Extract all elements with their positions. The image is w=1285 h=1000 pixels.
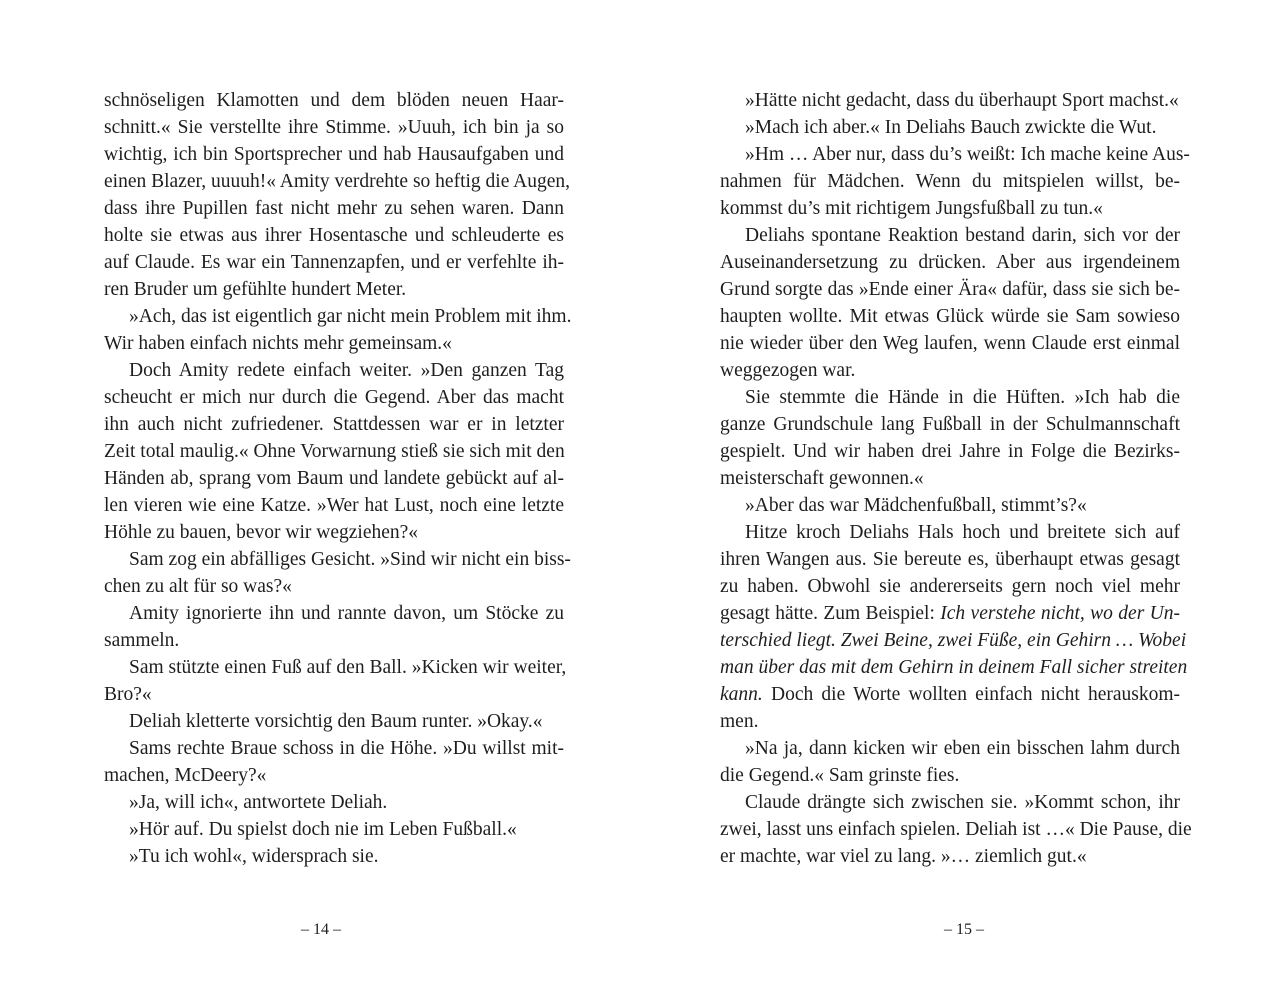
text-segment: Doch die Worte wollten einfach nicht herauskom- — [762, 684, 1180, 705]
text-segment: nie wieder über den Weg laufen, wenn Claude erst einmal — [720, 333, 1180, 354]
text-segment: Hitze kroch Deliahs Hals hoch und breitete sich auf — [745, 522, 1180, 543]
page-number-right: – 15 – — [944, 921, 984, 938]
text-segment: er machte, war viel zu lang. »… ziemlich gut.« — [720, 846, 1087, 867]
text-line: Zeit total maulig.« Ohne Vorwarnung stieß sie sich mit den — [104, 441, 565, 462]
text-line — [720, 411, 1180, 438]
text-line — [720, 330, 1180, 357]
text-line: »Hör auf. Du spielst doch nie im Leben Fußball.« — [129, 819, 517, 840]
italic-text: kann. — [720, 684, 763, 705]
text-line: Doch Amity redete einfach weiter. »Den ganzen Tag — [129, 360, 564, 381]
text-line — [720, 519, 1180, 546]
text-line — [720, 465, 1180, 492]
text-segment: Claude drängte sich zwischen sie. »Kommt schon, ihr — [745, 792, 1180, 813]
text-segment: nahmen für Mädchen. Wenn du mitspielen willst, be- — [720, 171, 1180, 192]
text-line: machen, McDeery?« — [104, 765, 267, 786]
text-line — [720, 654, 1188, 681]
text-segment: meisterschaft gewonnen.« — [720, 468, 924, 489]
text-segment: zwei, lasst uns einfach spielen. Deliah ist …« Die Pause, die — [720, 819, 1192, 840]
text-line — [720, 843, 1180, 870]
text-segment: »Aber das war Mädchenfußball, stimmt’s?« — [745, 495, 1087, 516]
text-segment: »Hm … Aber nur, dass du’s weißt: Ich mache keine Aus- — [745, 144, 1190, 165]
text-line: scheucht er mich nur durch die Gegend. Aber das macht — [104, 387, 564, 408]
text-segment: zu haben. Obwohl sie andererseits gern noch viel mehr — [720, 576, 1180, 597]
text-line — [720, 762, 1180, 789]
italic-text: man über das mit dem Gehirn in deinem Fall sicher streiten — [720, 657, 1188, 678]
page-number-left: – 14 – — [301, 921, 341, 938]
text-segment: haupten wollte. Mit etwas Glück würde sie Sam sowieso — [720, 306, 1180, 327]
right-page-text — [720, 87, 1192, 870]
text-line — [720, 276, 1180, 303]
text-line — [720, 222, 1180, 249]
text-segment: gespielt. Und wir haben drei Jahre in Folge die Bezirks- — [720, 441, 1180, 462]
text-line: Wir haben einfach nichts mehr gemeinsam.« — [104, 333, 452, 354]
text-line — [720, 735, 1180, 762]
text-line: einen Blazer, uuuuh!« Amity verdrehte so heftig die Augen, — [104, 171, 571, 192]
italic-text: terschied liegt. Zwei Beine, zwei Füße, ein Gehirn … Wobei — [720, 630, 1187, 651]
text-line — [720, 195, 1180, 222]
text-line — [720, 141, 1190, 168]
text-line — [720, 384, 1180, 411]
text-line: »Ja, will ich«, antwortete Deliah. — [129, 792, 388, 813]
text-line — [720, 87, 1180, 114]
text-segment: die Gegend.« Sam grinste fies. — [720, 765, 960, 786]
text-segment: gesagt hätte. Zum Beispiel: — [720, 603, 941, 624]
text-line — [720, 600, 1180, 627]
text-segment: ihren Wangen aus. Sie bereute es, überhaupt etwas gesagt — [720, 549, 1180, 570]
text-line — [720, 681, 1180, 708]
text-line: Höhle zu bauen, bevor wir wegziehen?« — [104, 522, 419, 543]
text-line — [720, 708, 1180, 735]
text-line: »Ach, das ist eigentlich gar nicht mein Problem mit ihm. — [129, 306, 572, 327]
text-line: schnitt.« Sie verstellte ihre Stimme. »Uuuh, ich bin ja so — [104, 117, 564, 138]
left-page-text — [104, 87, 572, 870]
text-line: schnöseligen Klamotten und dem blöden neuen Haar- — [104, 90, 564, 111]
text-line — [720, 168, 1180, 195]
text-line: ren Bruder um gefühlte hundert Meter. — [104, 279, 407, 300]
text-line: ihn auch nicht zufriedener. Stattdessen war er in letzter — [104, 414, 564, 435]
text-line: sammeln. — [104, 630, 180, 651]
text-line — [720, 573, 1180, 600]
text-line — [720, 303, 1180, 330]
text-line — [720, 789, 1180, 816]
text-line: holte sie etwas aus ihrer Hosentasche und schleuderte es — [104, 225, 564, 246]
text-segment: Sie stemmte die Hände in die Hüften. »Ich hab die — [745, 387, 1180, 408]
text-segment: men. — [720, 711, 759, 732]
text-line: Amity ignorierte ihn und rannte davon, um Stöcke zu — [129, 603, 564, 624]
text-segment: »Na ja, dann kicken wir eben ein bisschen lahm durch — [745, 738, 1180, 759]
text-line — [720, 492, 1180, 519]
text-line: Sam stützte einen Fuß auf den Ball. »Kicken wir weiter, — [129, 657, 567, 678]
text-segment: Deliahs spontane Reaktion bestand darin, sich vor der — [745, 225, 1180, 246]
text-line: wichtig, ich bin Sportsprecher und hab Hausaufgaben und — [104, 144, 564, 165]
text-line: Bro?« — [104, 684, 152, 705]
text-line — [720, 438, 1180, 465]
text-line: Sams rechte Braue schoss in die Höhe. »Du willst mit- — [129, 738, 564, 759]
text-segment: Grund sorgte das »Ende einer Ära« dafür, dass sie sich be- — [720, 279, 1180, 300]
text-line — [720, 546, 1180, 573]
text-line: Händen ab, sprang vom Baum und landete gebückt auf al- — [104, 468, 564, 489]
text-segment: kommst du’s mit richtigem Jungsfußball zu tun.« — [720, 198, 1103, 219]
text-line — [720, 816, 1192, 843]
italic-text: Ich verstehe nicht, wo der Un- — [940, 603, 1180, 624]
text-segment: »Mach ich aber.« In Deliahs Bauch zwickte die Wut. — [745, 117, 1157, 138]
text-line: dass ihre Pupillen fast nicht mehr zu sehen waren. Dann — [104, 198, 564, 219]
text-segment: weggezogen war. — [720, 360, 856, 381]
text-line — [720, 627, 1187, 654]
text-segment: Auseinandersetzung zu drücken. Aber aus irgendeinem — [720, 252, 1180, 273]
text-line — [720, 357, 1180, 384]
text-line — [720, 249, 1180, 276]
text-line: Sam zog ein abfälliges Gesicht. »Sind wir nicht ein biss- — [129, 549, 571, 570]
text-line: len vieren wie eine Katze. »Wer hat Lust, noch eine letzte — [104, 495, 564, 516]
text-segment: »Hätte nicht gedacht, dass du überhaupt Sport machst.« — [745, 90, 1179, 111]
text-line: »Tu ich wohl«, widersprach sie. — [129, 846, 379, 867]
text-line: Deliah kletterte vorsichtig den Baum runter. »Okay.« — [129, 711, 543, 732]
text-line — [720, 114, 1180, 141]
text-segment: ganze Grundschule lang Fußball in der Schulmannschaft — [720, 414, 1180, 435]
text-line: auf Claude. Es war ein Tannenzapfen, und er verfehlte ih- — [104, 252, 564, 273]
text-line: chen zu alt für so was?« — [104, 576, 292, 597]
